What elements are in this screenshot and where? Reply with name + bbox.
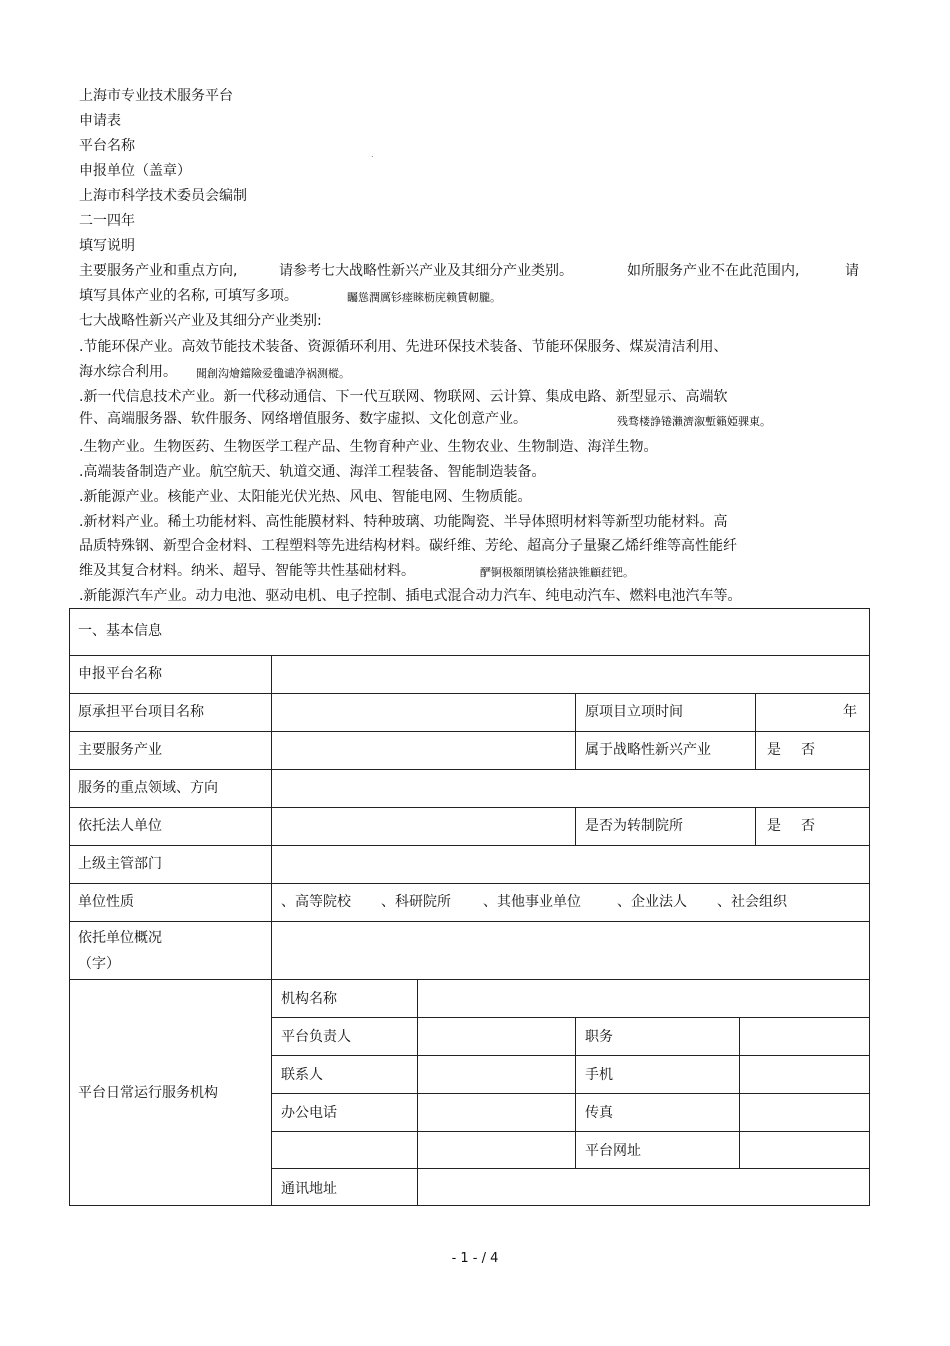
platform-name-label: 平台名称 [79,138,135,154]
option-enterprise[interactable]: 、企业法人 [617,894,687,910]
doc-subtitle: 申请表 [79,113,121,129]
field-label: 主要服务产业 [78,742,162,758]
field-label: 上级主管部门 [78,856,162,872]
row-divider [69,693,870,694]
row-divider [69,731,870,732]
field-label: 服务的重点领域、方向 [78,780,218,796]
field-label: 是否为转制院所 [585,818,683,834]
compiler-label: 上海市科学技术委员会编制 [79,188,247,204]
garbled-text: 酽锕极額閉镇桧猪訣锥顧荭钯。 [480,566,634,579]
field-note: （字） [78,956,120,972]
field-label: 平台负责人 [281,1029,351,1045]
category-item: .节能环保产业。高效节能技术装备、资源循环利用、先进环保技术装备、节能环保服务、煤炭清洁利用、 [79,339,728,355]
col-divider [755,693,756,769]
field-label: 依托单位概况 [78,930,162,946]
row-divider [271,1055,870,1056]
row-divider [69,845,870,846]
field-label: 职务 [585,1029,613,1045]
note-line: 填写具体产业的名称, 可填写多项。 [79,288,298,304]
option-university[interactable]: 、高等院校 [281,894,351,910]
option-research-institute[interactable]: 、科研院所 [381,894,451,910]
field-label: 手机 [585,1067,613,1083]
note-line: 主要服务产业和重点方向, [79,263,238,279]
option-no[interactable]: 否 [801,742,815,758]
row-divider [69,979,870,980]
category-item: .新能源产业。核能产业、太阳能光伏光热、风电、智能电网、生物质能。 [79,489,532,505]
option-yes[interactable]: 是 [767,818,781,834]
field-label: 机构名称 [281,991,337,1007]
option-yes[interactable]: 是 [767,742,781,758]
note-line: 请参考七大战略性新兴产业及其细分产业类别。 [279,263,573,279]
row-divider [69,883,870,884]
category-item: 海水综合利用。 [79,364,177,380]
categories-heading: 七大战略性新兴产业及其细分产业类别: [79,313,322,329]
field-label: 依托法人单位 [78,818,162,834]
col-divider [739,1017,740,1168]
field-label: 平台网址 [585,1143,641,1159]
applicant-label: 申报单位（盖章） [79,163,191,179]
doc-title: 上海市专业技术服务平台 [79,88,233,104]
option-social-org[interactable]: 、社会组织 [717,894,787,910]
category-item: .新一代信息技术产业。新一代移动通信、下一代互联网、物联网、云计算、集成电路、新型显示、高端软 [79,389,728,405]
col-divider [575,807,576,845]
row-divider [271,1131,870,1132]
group-label: 平台日常运行服务机构 [78,1085,218,1101]
row-divider [271,1017,870,1018]
field-label: 原项目立项时间 [585,704,683,720]
row-divider [69,921,870,922]
col-divider [575,1017,576,1168]
field-label: 办公电话 [281,1105,337,1121]
row-divider [271,1168,870,1169]
note-line: 请 [845,263,859,279]
note-line: 如所服务产业不在此范围内, [627,263,800,279]
category-item: .新材料产业。稀土功能材料、高性能膜材料、特种玻璃、功能陶瓷、半导体照明材料等新型功能材料。高 [79,514,728,530]
row-divider [69,655,870,656]
page-number: - 1 - / 4 [451,1251,499,1266]
garbled-text: 聞創沟燴鐺險爱氇谴净祸测樅。 [196,367,350,380]
year-unit: 年 [843,704,857,720]
section-heading: 一、基本信息 [78,623,162,639]
garbled-text: 矚慫潤厲钐瘗睞枥庑赖賃軔朧。 [347,291,501,304]
field-label: 通讯地址 [281,1181,337,1197]
option-public-institution[interactable]: 、其他事业单位 [483,894,581,910]
field-label: 单位性质 [78,894,134,910]
dot-mark: . [371,150,374,159]
col-divider [271,655,272,1206]
col-divider [575,693,576,769]
row-divider [271,1093,870,1094]
field-label: 属于战略性新兴产业 [585,742,711,758]
field-label: 联系人 [281,1067,323,1083]
category-item: 维及其复合材料。纳米、超导、智能等共性基础材料。 [79,563,415,579]
field-label: 申报平台名称 [78,666,162,682]
category-item: .生物产业。生物医药、生物医学工程产品、生物育种产业、生物农业、生物制造、海洋生物。 [79,439,658,455]
col-divider [417,979,418,1206]
category-item: .新能源汽车产业。动力电池、驱动电机、电子控制、插电式混合动力汽车、纯电动汽车、燃料电池汽车等。 [79,588,742,604]
field-label: 传真 [585,1105,613,1121]
category-item: 品质特殊钢、新型合金材料、工程塑料等先进结构材料。碳纤维、芳纶、超高分子量聚乙烯纤维等高性能纤 [79,538,737,554]
row-divider [69,769,870,770]
year-label: 二一四年 [79,213,135,229]
instructions-heading: 填写说明 [79,238,135,254]
garbled-text: 残骛楼諍锩瀨濟溆塹籟婭骒東。 [617,415,771,428]
category-item: .高端装备制造产业。航空航天、轨道交通、海洋工程装备、智能制造装备。 [79,464,546,480]
option-no[interactable]: 否 [801,818,815,834]
category-item: 件、高端服务器、软件服务、网络增值服务、数字虚拟、文化创意产业。 [79,411,527,427]
field-label: 原承担平台项目名称 [78,704,204,720]
row-divider [69,807,870,808]
col-divider [755,807,756,845]
